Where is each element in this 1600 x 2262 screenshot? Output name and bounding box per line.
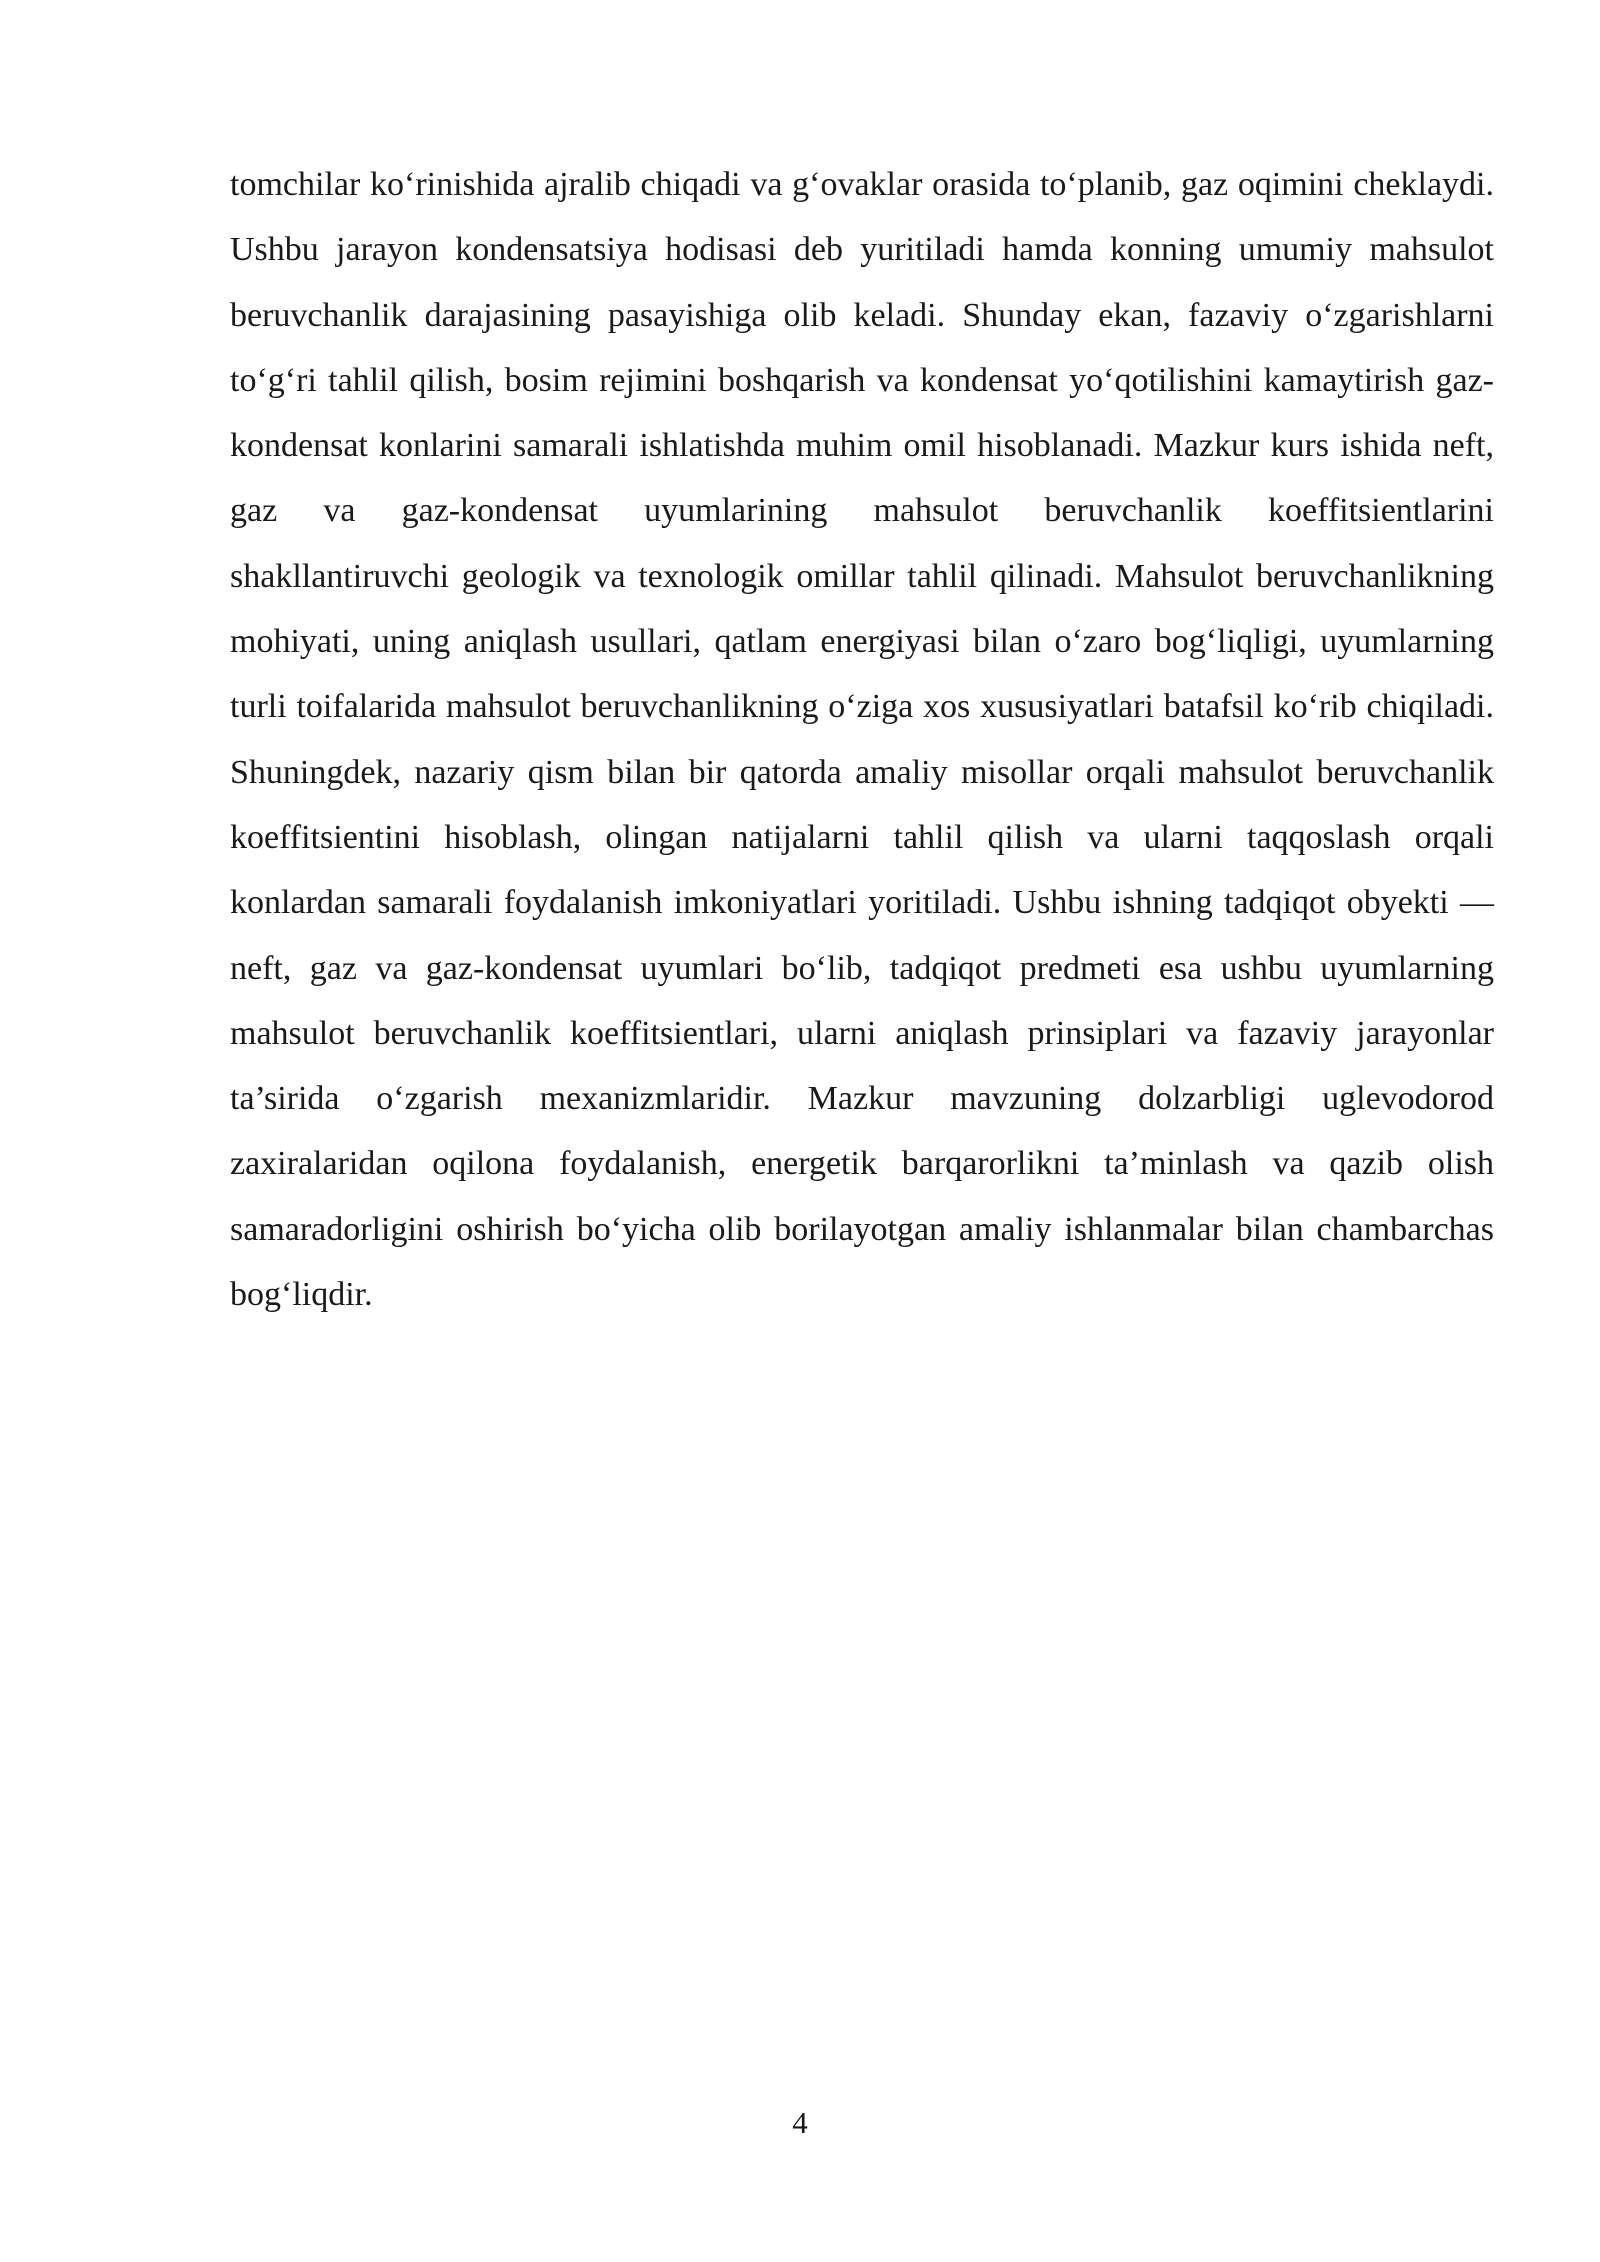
body-paragraph: tomchilar ko‘rinishida ajralib chiqadi va g‘ovaklar orasida to‘planib, gaz oqimini cheklaydi. Ushbu jarayon kondensatsiya hodisasi deb yuritiladi hamda konning umumiy mahsulot beruvchanlik darajasining pasayishiga olib keladi. Shunday ekan, fazaviy o‘zgarishlarni to‘g‘ri tahlil qilish, bosim rejimini boshqarish va kondensat yo‘qotilishini kamaytirish gaz-kondensat konlarini samarali ishlatishda muhim omil hisoblanadi. Mazkur kurs ishida neft, gaz va gaz-kondensat uyumlarining mahsulot beruvchanlik koeffitsientlarini shakllantiruvchi geologik va texnologik omillar tahlil qilinadi. Mahsulot beruvchanlikning mohiyati, uning aniqlash usullari, qatlam energiyasi bilan o‘zaro bog‘liqligi, uyumlarning turli toifalarida mahsulot beruvchanlikning o‘ziga xos xususiyatlari batafsil ko‘rib chiqiladi. Shuningdek, nazariy qism bilan bir qatorda amaliy misollar orqali mahsulot beruvchanlik koeffitsientini hisoblash, olingan natijalarni tahlil qilish va ularni taqqoslash orqali konlardan samarali foydalanish imkoniyatlari yoritiladi. Ushbu ishning tadqiqot obyekti — neft, gaz va gaz-kondensat uyumlari bo‘lib, tadqiqot predmeti esa ushbu uyumlarning mahsulot beruvchanlik koeffitsientlari, ularni aniqlash prinsiplari va fazaviy jarayonlar ta’sirida o‘zgarish mexanizmlaridir. Mazkur mavzuning dolzarbligi uglevodorod zaxiralaridan oqilona foydalanish, energetik barqarorlikni ta’minlash va qazib olish samaradorligini oshirish bo‘yicha olib borilayotgan amaliy ishlanmalar bilan chambarchas bog‘liqdir. [230,166,1494,1314]
page-number: 4 [792,2105,808,2140]
